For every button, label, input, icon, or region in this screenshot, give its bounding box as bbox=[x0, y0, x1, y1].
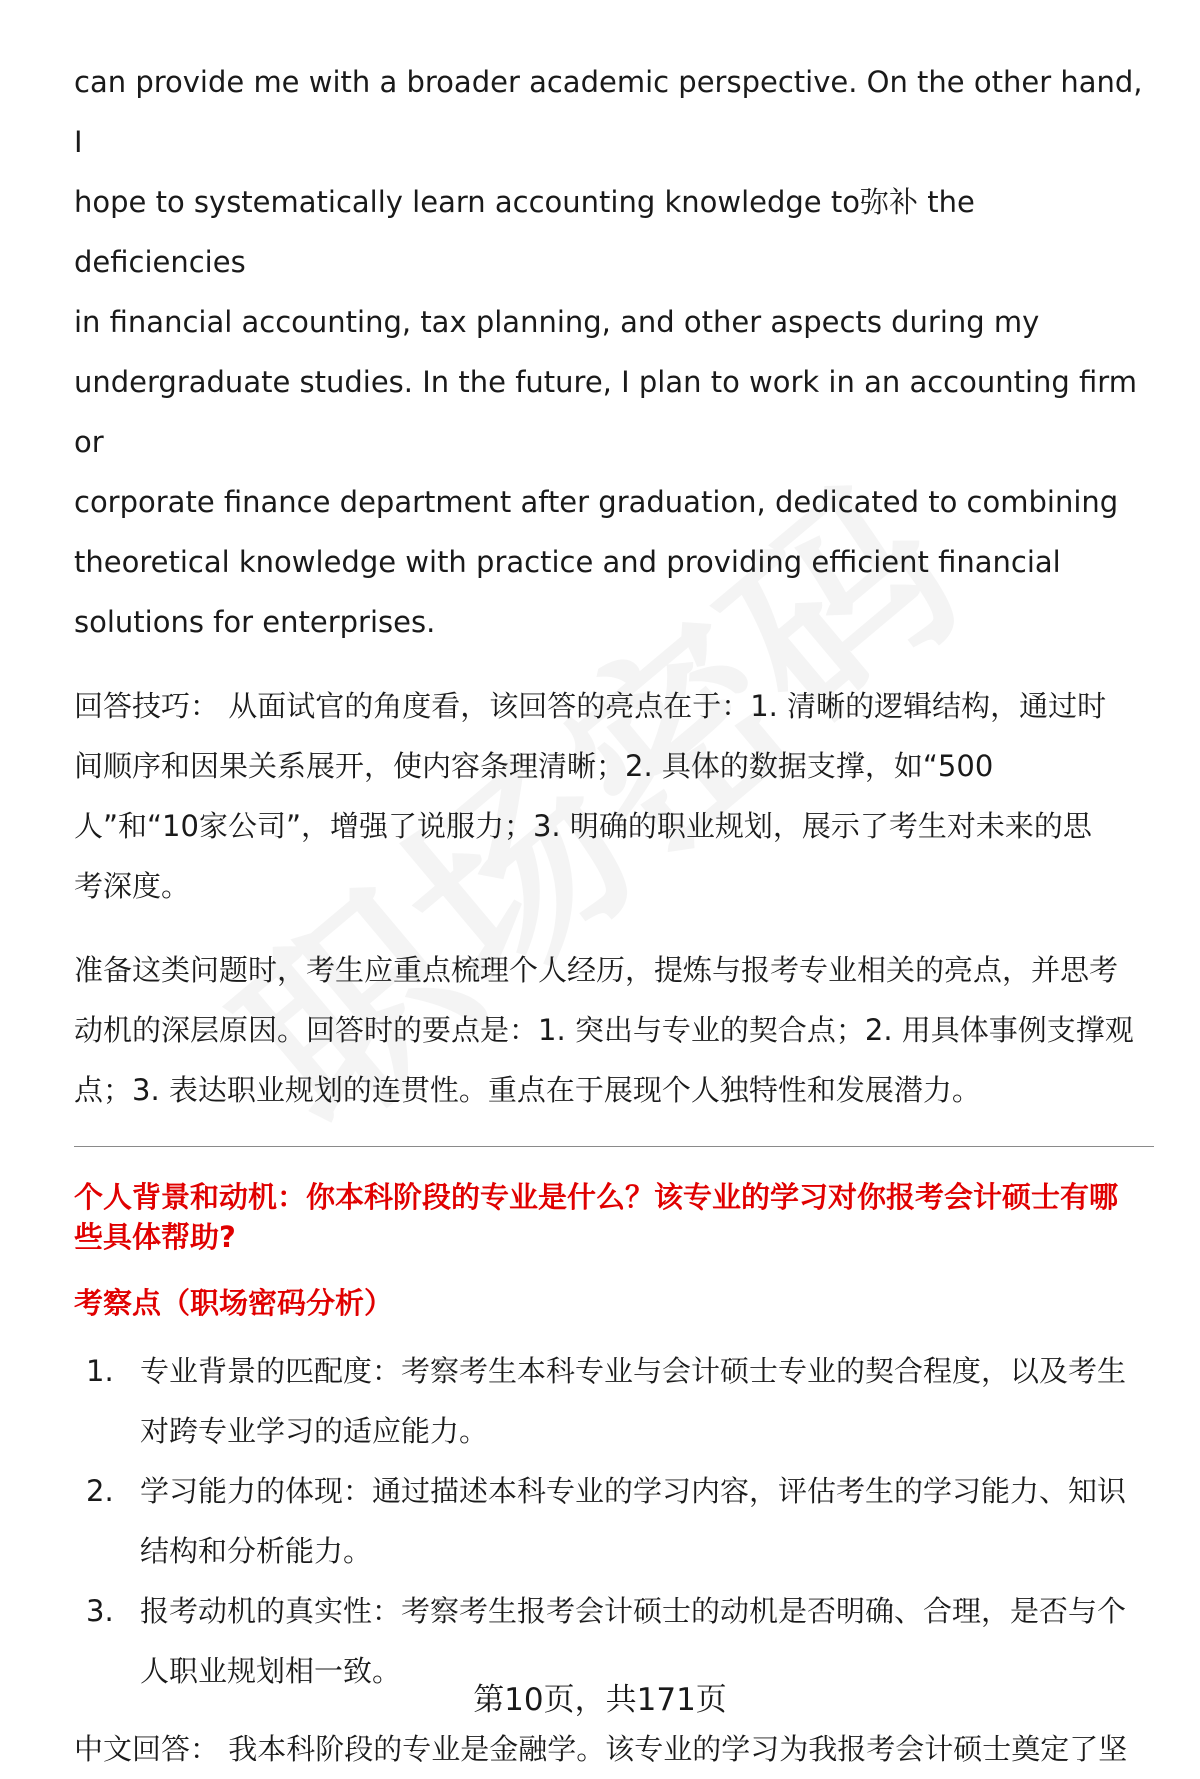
text-line: undergraduate studies. In the future, I plan to work in an accounting firm or bbox=[74, 365, 1137, 459]
text-line: 动机的深层原因。回答时的要点是：1. 突出与专业的契合点；2. 用具体事例支撑观 bbox=[74, 1013, 1134, 1047]
text-line: corporate finance department after graduation, dedicated to combining bbox=[74, 485, 1119, 519]
document-page bbox=[74, 52, 1154, 1779]
text-line: theoretical knowledge with practice and providing efficient financial bbox=[74, 545, 1061, 579]
text-line: 间顺序和因果关系展开，使内容条理清晰；2. 具体的数据支撑，如“500 bbox=[74, 749, 994, 783]
list-number: 3. bbox=[86, 1594, 114, 1628]
list-text bbox=[140, 1341, 1154, 1461]
title-line: 些具体帮助? bbox=[74, 1220, 236, 1254]
title-line: 个人背景和动机：你本科阶段的专业是什么？该专业的学习对你报考会计硕士有哪 bbox=[74, 1180, 1119, 1214]
points-list bbox=[74, 1341, 1154, 1701]
list-text bbox=[140, 1461, 1154, 1581]
intro-paragraph bbox=[74, 52, 1154, 652]
cn-answer-line: 中文回答： 我本科阶段的专业是金融学。该专业的学习为我报考会计硕士奠定了坚 bbox=[74, 1732, 1128, 1766]
list-number: 1. bbox=[86, 1354, 114, 1388]
list-item bbox=[74, 1461, 1154, 1581]
tips-paragraph bbox=[74, 676, 1154, 916]
list-line: 结构和分析能力。 bbox=[140, 1534, 373, 1568]
prep-paragraph bbox=[74, 940, 1154, 1120]
list-line: 专业背景的匹配度：考察考生本科专业与会计硕士专业的契合程度，以及考生 bbox=[140, 1354, 1127, 1388]
text-line: 回答技巧： 从面试官的角度看，该回答的亮点在于：1. 清晰的逻辑结构，通过时 bbox=[74, 689, 1107, 723]
text-line: 人”和“10家公司”，增强了说服力；3. 明确的职业规划，展示了考生对未来的思 bbox=[74, 809, 1092, 843]
text-line: 点；3. 表达职业规划的连贯性。重点在于展现个人独特性和发展潜力。 bbox=[74, 1073, 981, 1107]
list-line: 对跨专业学习的适应能力。 bbox=[140, 1414, 489, 1448]
list-number: 2. bbox=[86, 1474, 114, 1508]
text-line: 准备这类问题时，考生应重点梳理个人经历，提炼与报考专业相关的亮点，并思考 bbox=[74, 953, 1119, 987]
list-line: 人职业规划相一致。 bbox=[140, 1654, 402, 1688]
text-line: hope to systematically learn accounting knowledge to弥补 the deficiencies bbox=[74, 185, 975, 279]
section-divider bbox=[74, 1146, 1154, 1147]
question-title bbox=[74, 1177, 1154, 1257]
text-line: 考深度。 bbox=[74, 869, 191, 903]
list-line: 学习能力的体现：通过描述本科专业的学习内容，评估考生的学习能力、知识 bbox=[140, 1474, 1127, 1508]
subheading: 考察点（职场密码分析） bbox=[74, 1286, 394, 1320]
list-item bbox=[74, 1341, 1154, 1461]
text-line: solutions for enterprises. bbox=[74, 605, 436, 639]
page-footer: 第10页，共171页 bbox=[473, 1682, 727, 1718]
text-line: in financial accounting, tax planning, and other aspects during my bbox=[74, 305, 1040, 339]
text-line: can provide me with a broader academic perspective. On the other hand, I bbox=[74, 65, 1143, 159]
list-line: 报考动机的真实性：考察考生报考会计硕士的动机是否明确、合理，是否与个 bbox=[140, 1594, 1127, 1628]
